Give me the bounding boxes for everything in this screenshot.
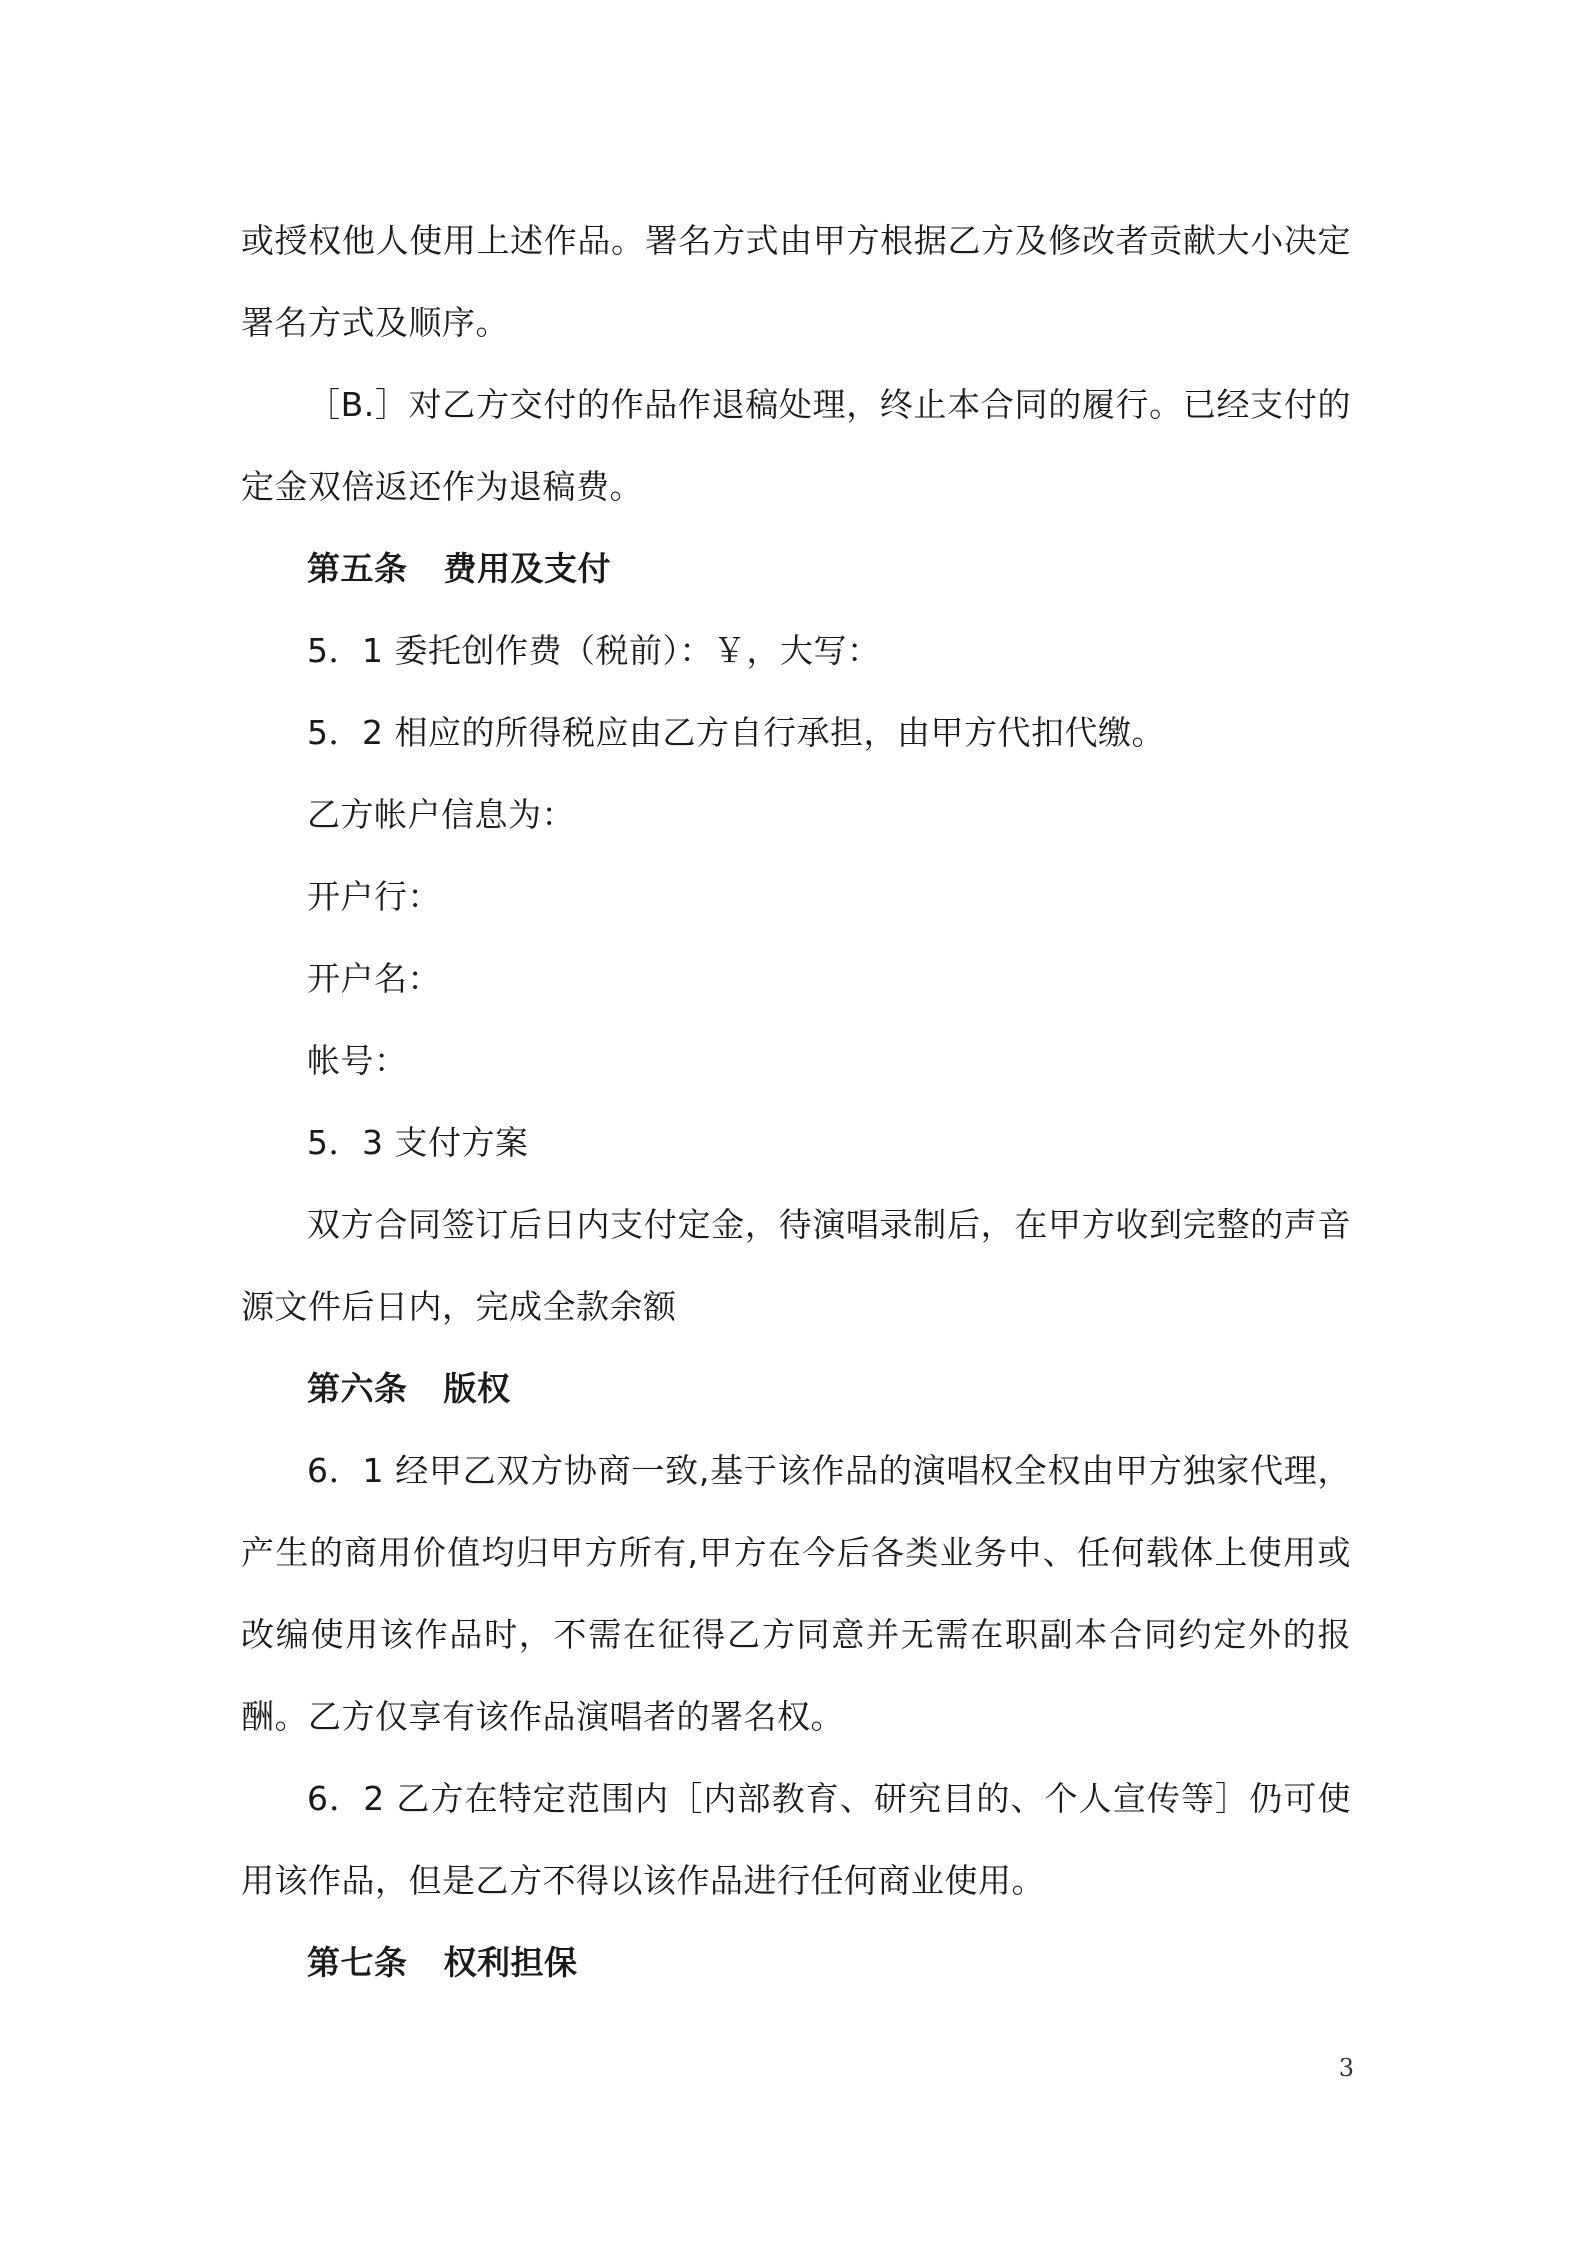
account-name-label: 开户名： xyxy=(307,959,441,998)
clause-6-2: 6．2 乙方在特定范围内［内部教育、研究目的、个人宣传等］仍可使用该作品，但是乙方不得以该作品进行任何商业使用。 xyxy=(241,1779,1351,1900)
article-6-title: 版权 xyxy=(443,1369,511,1408)
article-7-heading xyxy=(241,1922,1351,2004)
article-6-number: 第六条 xyxy=(307,1369,408,1408)
article-5-number: 第五条 xyxy=(307,549,408,588)
article-6-heading xyxy=(241,1348,1351,1430)
payment-plan-paragraph: 双方合同签订后日内支付定金，待演唱录制后，在甲方收到完整的声音源文件后日内，完成全款余额 xyxy=(241,1205,1351,1326)
paragraph-continuation: 或授权他人使用上述作品。署名方式由甲方根据乙方及修改者贡献大小决定署名方式及顺序。 xyxy=(241,221,1351,342)
document-body xyxy=(241,200,1351,2004)
page-number: 3 xyxy=(1338,2054,1354,2082)
clause-5-1: 5．1 委托创作费（税前）：￥，大写： xyxy=(307,631,881,670)
account-info-label: 乙方帐户信息为： xyxy=(307,795,575,834)
paragraph-option-b: ［B.］对乙方交付的作品作退稿处理，终止本合同的履行。已经支付的定金双倍返还作为退稿费。 xyxy=(241,385,1351,506)
clause-5-3: 5．3 支付方案 xyxy=(307,1123,529,1162)
account-number-label: 帐号： xyxy=(307,1041,408,1080)
bank-label: 开户行： xyxy=(307,877,441,916)
article-5-title: 费用及支付 xyxy=(443,549,611,588)
article-7-number: 第七条 xyxy=(307,1943,408,1982)
clause-5-2: 5．2 相应的所得税应由乙方自行承担，由甲方代扣代缴。 xyxy=(307,713,1165,752)
article-5-heading xyxy=(241,528,1351,610)
clause-6-1: 6．1 经甲乙双方协商一致,基于该作品的演唱权全权由甲方独家代理，产生的商用价值均归甲方所有,甲方在今后各类业务中、任何载体上使用或改编使用该作品时，不需在征得乙方同意并无需在职副本合同约定外的报酬。乙方仅享有该作品演唱者的署名权。 xyxy=(241,1451,1351,1736)
article-7-title: 权利担保 xyxy=(443,1943,578,1982)
